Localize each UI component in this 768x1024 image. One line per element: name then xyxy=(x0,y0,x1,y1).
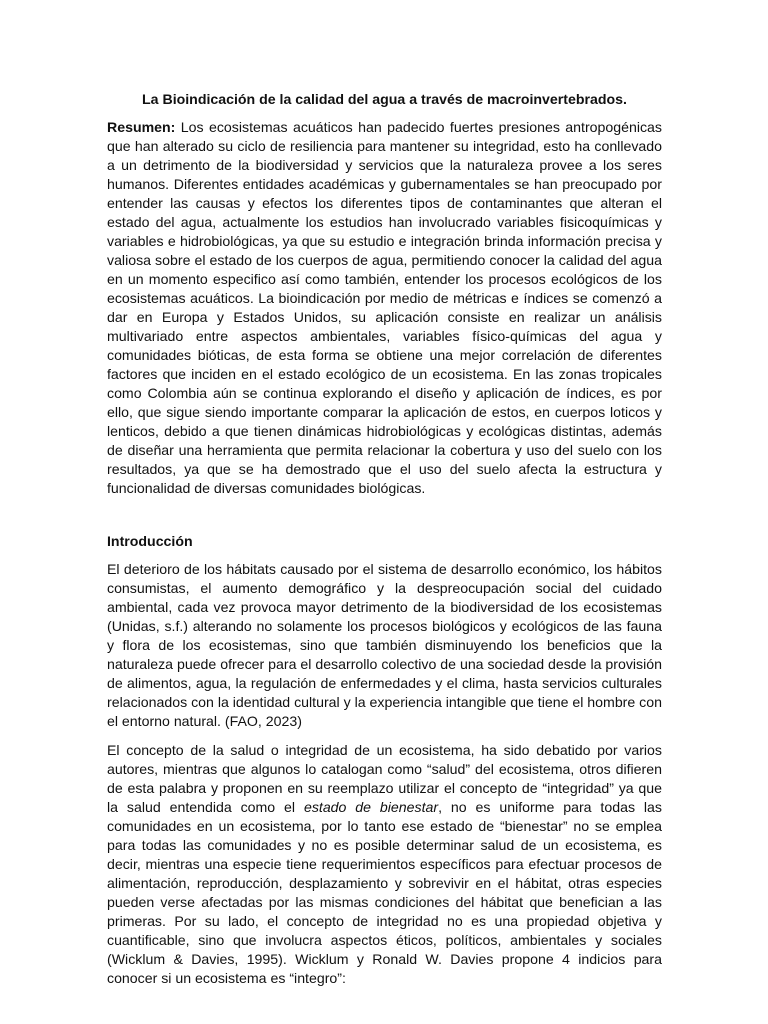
document-title: La Bioindicación de la calidad del agua a través de macroinvertebrados. xyxy=(142,91,627,107)
section-heading-introduction: Introducción xyxy=(107,533,193,549)
intro-paragraph-2 xyxy=(107,741,662,988)
intro-paragraph-2-emphasis: estado de bienestar xyxy=(303,799,439,815)
abstract-label: Resumen: xyxy=(107,119,176,135)
document-page xyxy=(107,90,662,988)
intro-paragraph-2-text-b: , no es uniforme para todas las comunidades en un ecosistema, por lo tanto ese estado de “bienestar” no se emplea para todas las comunidades y no es posible determinar salud de un ecosistema, es decir, mientras una especie tiene requerimientos específicos para efectuar procesos de alimentación, reproducción, desplazamiento y sobrevivir en el hábitat, otras especies pueden verse afectadas por las mismas condiciones del hábitat que benefician a las primeras. Por su lado, el concepto de integridad no es una propiedad objetiva y cuantificable, sino que involucra aspectos éticos, políticos, ambientales y sociales (Wicklum & Davies, 1995). Wicklum y Ronald W. Davies propone 4 indicios para conocer si un ecosistema es “integro”: xyxy=(107,799,662,986)
intro-paragraph-2-text-a: El concepto de la salud o integridad de un ecosistema, ha sido debatido por varios autores, mientras que algunos lo catalogan como “salud” del ecosistema, otros difieren de esta palabra y proponen en su reemplazo utilizar el concepto de “integridad” ya que la salud entendida como el xyxy=(107,742,662,815)
abstract-paragraph xyxy=(107,118,662,498)
abstract-text: Los ecosistemas acuáticos han padecido fuertes presiones antropogénicas que han alterado su ciclo de resiliencia para mantener su integridad, esto ha conllevado a un detrimento de la biodiversidad y servicios que la naturaleza provee a los seres humanos. Diferentes entidades académicas y gubernamentales se han preocupado por entender las causas y efectos los diferentes tipos de contaminantes que alteran el estado del agua, actualmente los estudios han involucrado variables fisicoquímicas y variables e hidrobiológicas, ya que su estudio e integración brinda información precisa y valiosa sobre el estado de los cuerpos de agua, permitiendo conocer la calidad del agua en un momento especifico así como también, entender los procesos ecológicos de los ecosistemas acuáticos. La bioindicación por medio de métricas e índices se comenzó a dar en Europa y Estados Unidos, su aplicación consiste en realizar un análisis multivariado entre aspectos ambientales, variables físico-químicas del agua y comunidades bióticas, de esta forma se obtiene una mejor correlación de diferentes factores que inciden en el estado ecológico de un ecosistema. En las zonas tropicales como Colombia aún se continua explorando el diseño y aplicación de índices, es por ello, que sigue siendo importante comparar la aplicación de estos, en cuerpos loticos y lenticos, debido a que tienen dinámicas hidrobiológicas y ecológicas distintas, además de diseñar una herramienta que permita relacionar la cobertura y uso del suelo con los resultados, ya que se ha demostrado que el uso del suelo afecta la estructura y funcionalidad de diversas comunidades biológicas. xyxy=(107,119,662,496)
intro-paragraph-1: El deterioro de los hábitats causado por el sistema de desarrollo económico, los hábitos consumistas, el aumento demográfico y la despreocupación social del cuidado ambiental, cada vez provoca mayor detrimento de la biodiversidad de los ecosistemas (Unidas, s.f.) alterando no solamente los procesos biológicos y ecológicos de las fauna y flora de los ecosistemas, sino que también disminuyendo los beneficios que la naturaleza puede ofrecer para el desarrollo colectivo de una sociedad desde la provisión de alimentos, agua, la regulación de enfermedades y el clima, hasta servicios culturales relacionados con la identidad cultural y la experiencia intangible que tiene el hombre con el entorno natural. (FAO, 2023) xyxy=(107,561,662,729)
